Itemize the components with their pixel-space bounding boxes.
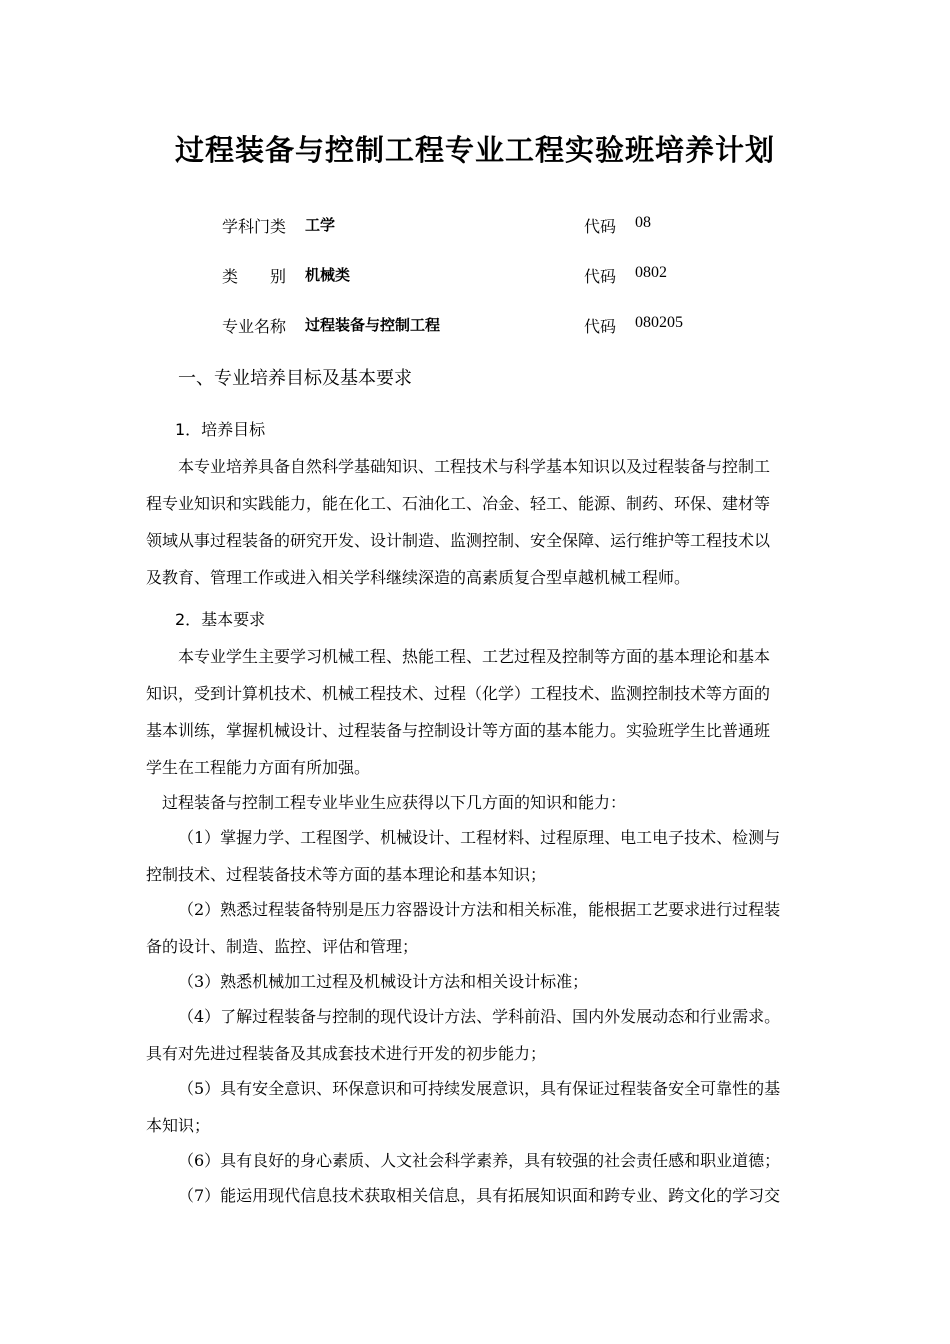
meta-code: 08 (635, 214, 651, 231)
paragraph-line: 学生在工程能力方面有所加强。 (146, 758, 371, 777)
paragraph-line: 领域从事过程装备的研究开发、设计制造、监测控制、安全保障、运行维护等工程技术以 (146, 531, 771, 550)
meta-value: 机械类 (305, 266, 351, 284)
meta-label: 学科门类 (222, 217, 287, 236)
paragraph-line: 本专业学生主要学习机械工程、热能工程、工艺过程及控制等方面的基本理论和基本 (178, 647, 771, 666)
list-item-line: （7）能运用现代信息技术获取相关信息，具有拓展知识面和跨专业、跨文化的学习交 (178, 1186, 781, 1205)
section-heading: 一、专业培养目标及基本要求 (178, 368, 412, 389)
list-item-line: 本知识； (146, 1116, 211, 1135)
paragraph-line: 过程装备与控制工程专业毕业生应获得以下几方面的知识和能力： (162, 793, 627, 812)
meta-row-major (0, 314, 950, 342)
meta-code-label: 代码 (584, 217, 617, 236)
meta-value: 过程装备与控制工程 (305, 316, 441, 334)
list-item-line: （6）具有良好的身心素质、人文社会科学素养，具有较强的社会责任感和职业道德； (178, 1151, 781, 1170)
meta-row-discipline (0, 214, 950, 242)
paragraph-line: 基本训练，掌握机械设计、过程装备与控制设计等方面的基本能力。实验班学生比普通班 (146, 721, 771, 740)
meta-code: 0802 (635, 264, 667, 281)
list-item-line: （4）了解过程装备与控制的现代设计方法、学科前沿、国内外发展动态和行业需求。 (178, 1007, 781, 1026)
meta-label: 类 别 (222, 267, 287, 286)
meta-code: 080205 (635, 314, 683, 331)
list-item-line: （3）熟悉机械加工过程及机械设计方法和相关设计标准； (178, 972, 589, 991)
meta-value: 工学 (305, 216, 336, 234)
meta-label: 专业名称 (222, 317, 287, 336)
list-item-line: 控制技术、过程装备技术等方面的基本理论和基本知识； (146, 865, 547, 884)
list-item-line: （2）熟悉过程装备特别是压力容器设计方法和相关标准，能根据工艺要求进行过程装 (178, 900, 781, 919)
list-item-line: 具有对先进过程装备及其成套技术进行开发的初步能力； (146, 1044, 547, 1063)
paragraph-line: 程专业知识和实践能力，能在化工、石油化工、冶金、轻工、能源、制药、环保、建材等 (146, 494, 771, 513)
meta-code-label: 代码 (584, 317, 617, 336)
subsection-heading-requirements: 2．基本要求 (175, 610, 266, 629)
paragraph-line: 本专业培养具备自然科学基础知识、工程技术与科学基本知识以及过程装备与控制工 (178, 457, 771, 476)
document-title: 过程装备与控制工程专业工程实验班培养计划 (174, 133, 775, 167)
paragraph-line: 及教育、管理工作或进入相关学科继续深造的高素质复合型卓越机械工程师。 (146, 568, 691, 587)
list-item-line: 备的设计、制造、监控、评估和管理； (146, 937, 419, 956)
meta-code-label: 代码 (584, 267, 617, 286)
list-item-line: （1）掌握力学、工程图学、机械设计、工程材料、过程原理、电工电子技术、检测与 (178, 828, 781, 847)
meta-row-category (0, 264, 950, 292)
subsection-heading-goals: 1．培养目标 (175, 420, 266, 439)
paragraph-line: 知识，受到计算机技术、机械工程技术、过程（化学）工程技术、监测控制技术等方面的 (146, 684, 771, 703)
list-item-line: （5）具有安全意识、环保意识和可持续发展意识，具有保证过程装备安全可靠性的基 (178, 1079, 781, 1098)
